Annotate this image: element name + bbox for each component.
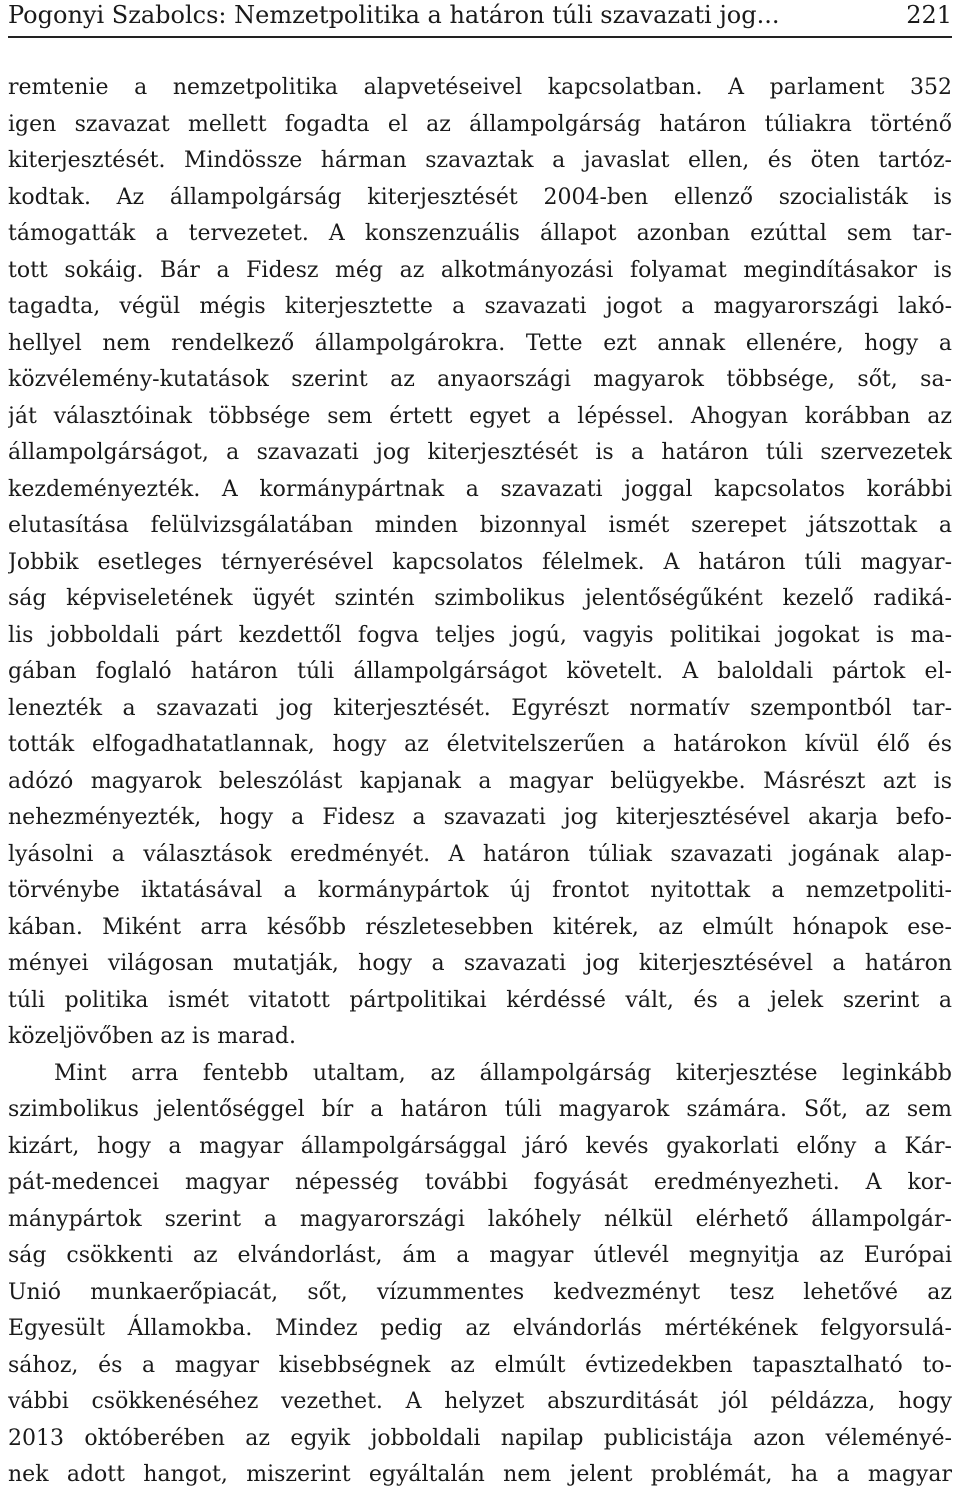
text-line: elutasítása felülvizsgálatában minden bizonnyal ismét szerepet játszottak a [8, 513, 952, 538]
text-line: lis jobboldali párt kezdettől fogva teljes jogú, vagyis politikai jogokat is ma- [8, 622, 952, 648]
text-line: lenezték a szavazati jog kiterjesztését. Egyrészt normatív szempontból tar- [8, 695, 952, 721]
text-line: közvélemény-kutatások szerint az anyaországi magyarok többsége, sőt, sa- [8, 367, 952, 392]
text-line: kodtak. Az állampolgárság kiterjesztését 2004-ben ellenző szocialisták is [8, 184, 952, 210]
text-line: kiterjesztését. Mindössze hárman szavaztak a javaslat ellen, és öten tartóz- [8, 148, 952, 173]
text-line: Unió munkaerőpiacát, sőt, vízummentes kedvezményt tesz lehetővé az [8, 1279, 952, 1305]
text-line: pát-medencei magyar népesség további fogyását eredményezheti. A kor- [8, 1170, 952, 1195]
text-line: kizárt, hogy a magyar állampolgársággal járó kevés gyakorlati előny a Kár- [8, 1133, 952, 1159]
text-line: gában foglaló határon túli állampolgárságot követelt. A baloldali pártok el- [8, 659, 952, 684]
text-line: ság csökkenti az elvándorlást, ám a magyar útlevél megnyitja az Európai [8, 1243, 952, 1268]
text-line: Egyesült Államokba. Mindez pedig az elvándorlás mértékének felgyorsulá- [8, 1316, 952, 1341]
text-line: kában. Miként arra később részletesebben kitérek, az elmúlt hónapok ese- [8, 914, 952, 940]
text-line: 2013 októberében az egyik jobboldali napilap publicistája azon véleményé- [8, 1425, 952, 1451]
text-line: lyásolni a választások eredményét. A határon túliak szavazati jogának alap- [8, 841, 952, 867]
paragraph-first-line: Mint arra fentebb utaltam, az állampolgárság kiterjesztése leginkább [54, 1060, 952, 1086]
text-line: túli politika ismét vitatott pártpolitikai kérdéssé vált, és a jelek szerint a [8, 987, 952, 1013]
text-line: sához, és a magyar kisebbségnek az elmúlt évtizedekben tapasztalható to- [8, 1352, 952, 1378]
text-line: szimbolikus jelentőséggel bír a határon túli magyarok számára. Sőt, az sem [8, 1097, 952, 1122]
text-line: állampolgárságot, a szavazati jog kiterjesztését is a határon túli szervezetek [8, 440, 952, 465]
running-header [8, 0, 952, 38]
text-line: támogatták a tervezetet. A konszenzuális állapot azonban ezúttal sem tar- [8, 221, 952, 246]
text-line: hellyel nem rendelkező állampolgárokra. Tette ezt annak ellenére, hogy a [8, 330, 952, 356]
text-line: nek adott hangot, miszerint egyáltalán nem jelent problémát, ha a magyar [8, 1462, 952, 1487]
text-line: tották elfogadhatatlannak, hogy az életvitelszerűen a határokon kívül élő és [8, 732, 952, 757]
text-line: közeljövőben az is marad. [8, 1024, 296, 1049]
page-number: 221 [906, 1, 952, 29]
body-text [8, 70, 952, 1494]
text-line: adózó magyarok beleszólást kapjanak a magyar belügyekbe. Másrészt azt is [8, 768, 952, 794]
text-line: kezdeményezték. A kormánypártnak a szavazati joggal kapcsolatos korábbi [8, 476, 952, 502]
text-line: ményei világosan mutatják, hogy a szavazati jog kiterjesztésével a határon [8, 951, 952, 976]
text-line: nehezményezték, hogy a Fidesz a szavazati jog kiterjesztésével akarja befo- [8, 805, 952, 830]
text-line: vábbi csökkenéséhez vezethet. A helyzet abszurditását jól példázza, hogy [8, 1389, 952, 1414]
text-line: ság képviseletének ügyét szintén szimbolikus jelentőségűként kezelő radiká- [8, 586, 952, 611]
text-line: tagadta, végül mégis kiterjesztette a szavazati jogot a magyarországi lakó- [8, 294, 952, 319]
text-line: törvénybe iktatásával a kormánypártok új frontot nyitottak a nemzetpoliti- [8, 878, 952, 903]
running-title: Pogonyi Szabolcs: Nemzetpolitika a határon túli szavazati jog... [8, 1, 780, 29]
text-line: remtenie a nemzetpolitika alapvetéseivel kapcsolatban. A parlament 352 [8, 75, 952, 100]
text-line: ját választóinak többsége sem értett egyet a lépéssel. Ahogyan korábban az [8, 403, 952, 429]
text-line: Jobbik esetleges térnyerésével kapcsolatos félelmek. A határon túli magyar- [8, 549, 952, 575]
text-line: mánypártok szerint a magyarországi lakóhely nélkül elérhető állampolgár- [8, 1206, 952, 1232]
text-line: tott sokáig. Bár a Fidesz még az alkotmányozási folyamat megindításakor is [8, 257, 952, 283]
text-line: igen szavazat mellett fogadta el az állampolgárság határon túliakra történő [8, 111, 952, 137]
